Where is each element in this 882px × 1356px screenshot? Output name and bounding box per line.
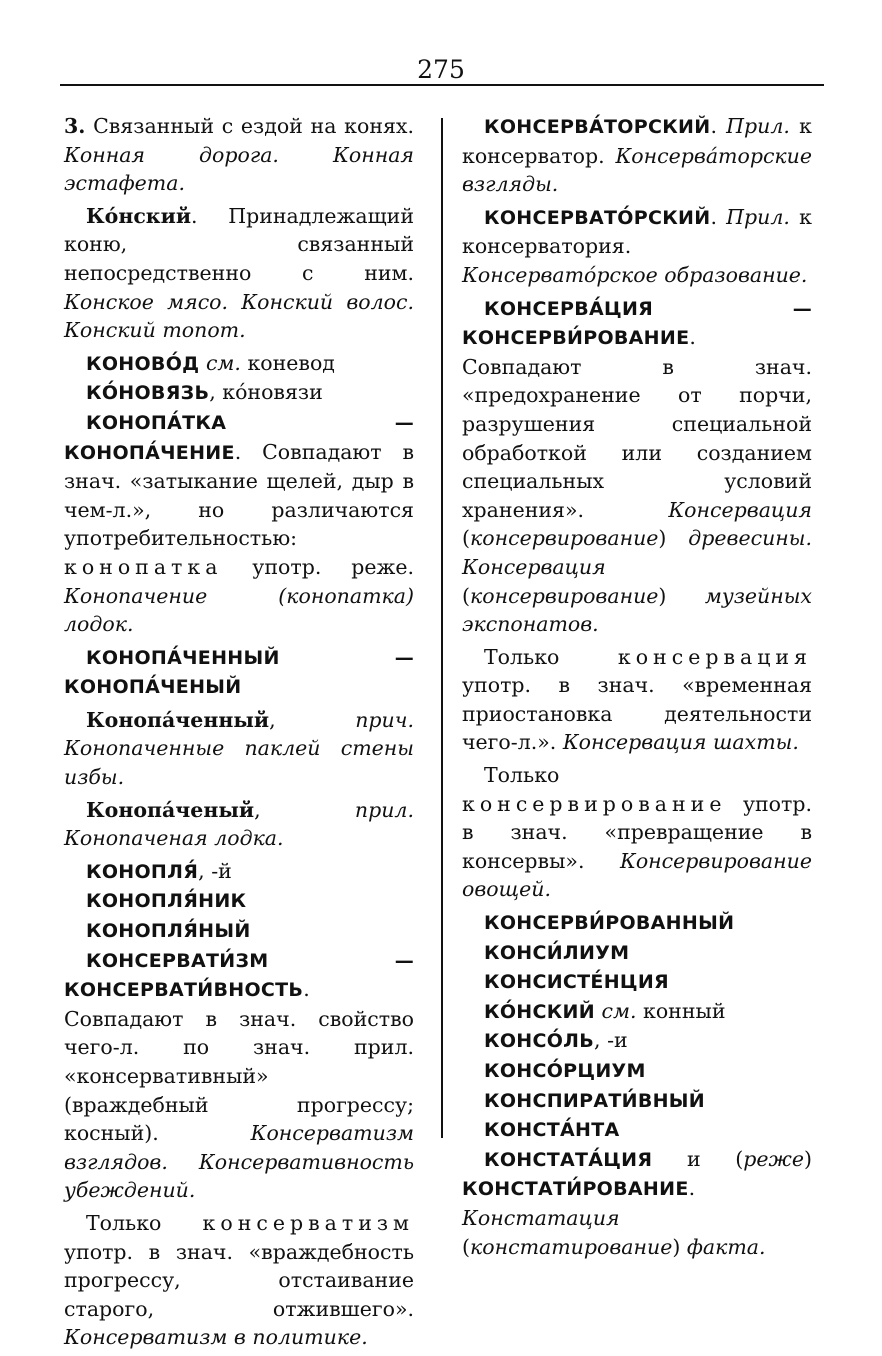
entry-text: Только <box>484 763 560 788</box>
entry-text: коневод <box>240 350 335 375</box>
spaced-word: консервация <box>617 644 812 669</box>
left-column <box>64 112 414 1356</box>
headword: КОНСЕРВИ́РОВАННЫЙ <box>484 912 735 935</box>
italic-text: Консервация шахты. <box>562 730 799 755</box>
dictionary-entry <box>64 643 414 702</box>
entry-text: употр. реже. <box>222 554 414 579</box>
dictionary-entry <box>64 886 414 916</box>
italic-text: Консервирование овощей. <box>462 848 812 902</box>
italic-text: древесины. Консервация <box>462 526 812 579</box>
entry-text: ( <box>462 1234 470 1259</box>
dictionary-entry <box>64 408 414 639</box>
headword: КОНСИ́ЛИУМ <box>484 941 630 964</box>
entry-text: к консерватор. <box>462 114 812 168</box>
entry-text: конный <box>636 998 726 1023</box>
italic-text: Конское мясо. Конский волос. Конский топот. <box>64 289 414 343</box>
bold-word: Ко́нский <box>86 203 192 228</box>
entry-text: употр. в знач. «превращение в консервы». <box>462 791 812 873</box>
dictionary-entry <box>64 706 414 792</box>
headword: КОНСТАТИ́РОВАНИЕ <box>462 1178 689 1201</box>
dictionary-entry <box>64 796 414 853</box>
italic-text: реже <box>743 1146 804 1171</box>
dictionary-entry <box>462 1056 812 1086</box>
dictionary-entry <box>64 378 414 408</box>
headword: КОНСЕРВАТО́РСКИЙ <box>484 206 711 229</box>
entry-text: ) <box>804 1146 812 1171</box>
headword: КОНСИСТЕ́НЦИЯ <box>484 971 669 994</box>
dictionary-entry <box>462 908 812 938</box>
dictionary-entry <box>462 643 812 757</box>
dictionary-entry <box>462 1026 812 1056</box>
headword: КОНСО́РЦИУМ <box>484 1060 646 1082</box>
entry-text: Только <box>86 1210 203 1235</box>
dictionary-entry <box>462 997 812 1027</box>
italic-text: Консервация <box>668 497 812 522</box>
italic-text: консервирование <box>470 526 659 551</box>
italic-text: консервирование <box>470 583 659 608</box>
dictionary-entry <box>64 1209 414 1352</box>
spaced-word: конопатка <box>64 554 223 579</box>
spaced-word: консерватизм <box>202 1210 414 1235</box>
headword: КО́НОВЯЗЬ <box>86 382 210 405</box>
italic-text: Конная дорога. Конная эстафета. <box>64 142 414 196</box>
headword: КОНСЕРВАТИ́ЗМ — КОНСЕРВАТИ́ВНОСТЬ <box>64 949 414 1002</box>
entry-text: , <box>254 797 355 822</box>
headword: КОНСТАТА́ЦИЯ <box>484 1148 653 1171</box>
italic-text: Прил. <box>726 204 790 229</box>
italic-text: Прил. <box>726 114 790 138</box>
headword: КОНОПЛЯ́НИК <box>86 890 247 913</box>
italic-text: Консерватизм в политике. <box>64 1325 368 1350</box>
entry-text: ( <box>462 583 470 608</box>
italic-text: факта. <box>686 1234 766 1259</box>
italic-text: Консерватизм взглядов. Консервативность убеждений. <box>64 1121 414 1203</box>
italic-text: Конопачение (конопатка) лодок. <box>64 583 414 637</box>
italic-text: констатирование <box>470 1234 673 1259</box>
dictionary-entry <box>64 349 414 379</box>
dictionary-entry <box>462 294 812 639</box>
entry-text: , ко́новязи <box>209 380 323 405</box>
dictionary-entry <box>462 1115 812 1145</box>
dictionary-entry <box>64 202 414 345</box>
bold-word: 3. <box>64 114 86 138</box>
entry-text: ) <box>672 1234 687 1259</box>
entry-text: употр. в знач. «враждебность прогрессу, отстаивание старого, отжившего». <box>64 1239 414 1321</box>
dictionary-entry <box>462 203 812 290</box>
dictionary-entry <box>462 1086 812 1116</box>
bold-word: Конопа́ченый <box>86 797 255 822</box>
entry-text: употр. в знач. «временная приостановка деятельности чего-л.». <box>462 673 812 755</box>
entry-text: ) <box>658 526 689 551</box>
dictionary-entry <box>462 938 812 968</box>
entry-text: ( <box>462 526 470 551</box>
dictionary-entry <box>462 967 812 997</box>
column-divider <box>441 118 443 1138</box>
headword: КОНОПА́ЧЕННЫЙ — КОНОПА́ЧЕНЫЙ <box>64 646 414 699</box>
italic-text: Консервато́рское образование. <box>462 262 808 287</box>
dictionary-entry <box>462 112 812 199</box>
entry-text: , -и <box>594 1028 628 1053</box>
headword: КОНОПЛЯ́НЫЙ <box>86 920 251 943</box>
entry-text: к консерватория. <box>462 204 812 259</box>
entry-text: . <box>710 204 727 229</box>
page-number: 275 <box>417 55 465 84</box>
entry-text: . <box>710 114 727 138</box>
entry-text: и ( <box>652 1146 744 1171</box>
entry-text: . Принадлежащий коню, связанный непосредственно с ним. <box>64 203 414 285</box>
headword: КОНОПА́ТКА — КОНОПА́ЧЕНИЕ <box>64 411 414 464</box>
right-column <box>462 112 812 1265</box>
italic-text: см. <box>205 350 241 375</box>
entry-text: . <box>688 1176 696 1201</box>
italic-text: прич. Конопаченные паклей стены избы. <box>64 707 414 790</box>
entry-text: . Совпадают в знач. свойство чего-л. по знач. прил. «консервативный» (враждебный прогрессу; косный). <box>64 977 414 1146</box>
dictionary-entry <box>64 112 414 198</box>
entry-text: . Совпадают в знач. «затыкание щелей, дыр в чем-л.», но различаются употребительностью: <box>64 439 414 551</box>
entry-text: ) <box>658 583 705 608</box>
dictionary-entry <box>462 761 812 904</box>
headword: КОНСТА́НТА <box>484 1119 620 1142</box>
headword: КОНСО́ЛЬ <box>484 1030 595 1053</box>
entry-text: . Совпадают в знач. «предохранение от порчи, разрушения специальной обработкой или созданием специальных условий хранения». <box>462 325 812 522</box>
entry-text: , -й <box>198 858 232 883</box>
headword: КОНСЕРВА́ТОРСКИЙ <box>484 116 711 138</box>
headword: КОНСЕРВА́ЦИЯ — КОНСЕРВИ́РОВАНИЕ <box>462 297 812 350</box>
italic-text: см. <box>601 998 637 1023</box>
entry-text: , <box>269 707 356 732</box>
italic-text: Констатация <box>462 1205 620 1230</box>
italic-text: музейных экспонатов. <box>462 583 812 637</box>
dictionary-entry <box>462 1145 812 1261</box>
entry-text: Только <box>484 644 618 669</box>
headword: КОНОВО́Д <box>86 352 200 375</box>
dictionary-entry <box>64 916 414 946</box>
headword: КОНОПЛЯ́ <box>86 860 199 883</box>
dictionary-entry <box>64 946 414 1205</box>
italic-text: прил. Конопаченая лодка. <box>64 797 414 851</box>
entry-text: Связанный с ездой на конях. <box>85 114 414 138</box>
spaced-word: консервирование <box>462 791 727 816</box>
italic-text: Консерва́торские взгляды. <box>462 143 812 197</box>
headword: КО́НСКИЙ <box>484 1000 595 1023</box>
dictionary-entry <box>64 857 414 887</box>
headword: КОНСПИРАТИ́ВНЫЙ <box>484 1089 705 1112</box>
bold-word: Конопа́ченный <box>86 707 270 732</box>
header-rule <box>60 84 824 86</box>
